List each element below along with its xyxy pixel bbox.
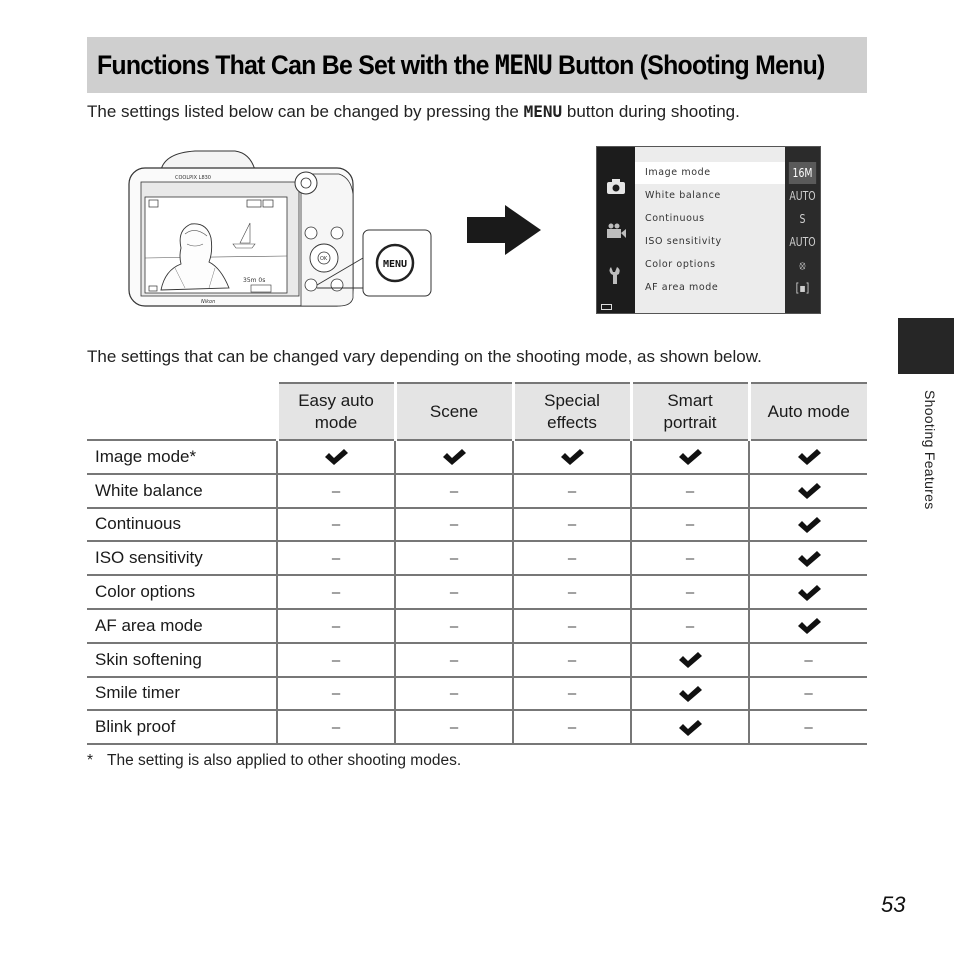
dash-mark: – [567,617,577,635]
column-header-line: Scene [429,401,479,421]
table-row [87,710,867,744]
menu-item[interactable]: Color options [645,259,716,270]
wrench-icon [604,265,628,285]
menu-item-value: [▪] [795,281,810,295]
table-cell [395,575,513,609]
table-cell [631,440,749,474]
table-cell [395,710,513,744]
table-cell [395,643,513,677]
page-title [97,50,825,81]
table-cell [395,440,513,474]
check-icon [677,719,703,737]
table-cell [631,474,749,508]
settings-by-mode-table [87,382,867,745]
table-row [87,609,867,643]
column-header-line: Special [544,390,600,410]
camera-brand-label: Nikon [201,299,216,305]
dash-mark: – [331,651,341,669]
camera-shots-remaining: 35m 0s [243,277,266,284]
dash-mark: – [449,617,459,635]
table-cell [395,677,513,711]
camera-ok-label: OK [320,256,328,262]
intro-menu-word: MENU [523,102,563,121]
dash-mark: – [449,516,459,534]
table-cell [277,508,395,542]
check-icon [796,550,822,568]
dash-mark: – [449,584,459,602]
dash-mark: – [331,584,341,602]
table-row [87,541,867,575]
menu-item-value: S [799,212,806,226]
dash-mark: – [567,719,577,737]
table-cell [395,541,513,575]
table-column-header [631,383,749,440]
table-cell [631,609,749,643]
menu-item[interactable]: ISO sensitivity [645,236,722,247]
table-header-row [87,383,867,440]
column-header-line: Smart [667,390,713,410]
table-cell [749,474,867,508]
title-bar [87,37,867,93]
table-cell [631,508,749,542]
dash-mark: – [331,685,341,703]
dash-mark: – [449,482,459,500]
table-cell [277,474,395,508]
dash-mark: – [685,516,695,534]
dash-mark: – [331,550,341,568]
table-cell [513,575,631,609]
table-cell [631,710,749,744]
table-cell [749,575,867,609]
row-label: Color options [87,575,277,609]
table-cell [749,677,867,711]
table-cell [749,609,867,643]
column-header-line: Auto mode [767,401,850,421]
menu-item[interactable]: White balance [645,190,721,201]
dash-mark: – [567,482,577,500]
camera-icon [604,177,628,197]
dash-mark: – [331,617,341,635]
row-label: Smile timer [87,677,277,711]
menu-mode-column [597,147,635,313]
menu-item-value: 16M [789,162,816,184]
table-cell [277,575,395,609]
dash-mark: – [567,651,577,669]
check-icon [796,482,822,500]
column-header-line: Easy auto [298,390,374,410]
dash-mark: – [685,617,695,635]
table-cell [277,677,395,711]
table-header-blank [87,383,277,440]
table-cell [277,710,395,744]
table-row [87,677,867,711]
table-cell [513,643,631,677]
table-cell [749,710,867,744]
check-icon [796,617,822,635]
footnote [87,752,461,770]
menu-item-value: AUTO [789,189,816,203]
check-icon [677,685,703,703]
dash-mark: – [685,550,695,568]
table-cell [749,440,867,474]
row-label: ISO sensitivity [87,541,277,575]
title-text-after: Button (Shooting Menu) [551,49,825,80]
arrow-icon [467,205,543,255]
table-cell [631,575,749,609]
page-number: 53 [881,892,906,917]
menu-item[interactable]: Continuous [645,213,705,224]
dash-mark: – [331,719,341,737]
table-row [87,508,867,542]
camera-model-label: COOLPIX L830 [175,175,211,181]
table-cell [631,677,749,711]
camera-body-drawing [125,148,435,310]
table-cell [277,609,395,643]
table-cell [277,440,395,474]
table-cell [513,508,631,542]
dash-mark: – [567,685,577,703]
table-cell [277,643,395,677]
chapter-tab [898,318,954,374]
row-label: AF area mode [87,609,277,643]
dash-mark: – [804,685,813,703]
table-cell [749,508,867,542]
check-icon [323,448,349,466]
check-icon [796,516,822,534]
dash-mark: – [449,685,459,703]
row-label: Continuous [87,508,277,542]
movie-icon [604,222,628,242]
camera-menu-button-label: MENU [382,259,408,270]
table-cell [513,710,631,744]
dash-mark: – [804,651,813,669]
camera-illustration [125,148,435,310]
check-icon [677,448,703,466]
dash-mark: – [449,719,459,737]
check-icon [559,448,585,466]
row-label: Blink proof [87,710,277,744]
check-icon [677,651,703,669]
table-cell [277,541,395,575]
table-cell [631,541,749,575]
row-label: Image mode* [87,440,277,474]
dash-mark: – [567,516,577,534]
dash-mark: – [567,550,577,568]
table-row [87,474,867,508]
table-cell [513,440,631,474]
chapter-label: Shooting Features [922,390,938,510]
table-column-header [513,383,631,440]
dash-mark: – [685,584,695,602]
footnote-marker: * [87,752,94,769]
shooting-menu-screen [596,146,821,314]
modes-paragraph: The settings that can be changed vary depending on the shooting mode, as shown below. [87,347,762,366]
title-text-before: Functions That Can Be Set with the [97,49,495,80]
table-cell [513,677,631,711]
table-cell [395,508,513,542]
table-cell [749,643,867,677]
check-icon [441,448,467,466]
check-icon [796,448,822,466]
table-column-header [277,383,395,440]
column-header-line: effects [547,412,597,432]
table-column-header [749,383,867,440]
table-cell [749,541,867,575]
check-icon [796,584,822,602]
menu-item[interactable]: Image mode [635,162,785,184]
column-header-line: portrait [663,412,717,432]
column-header-line: mode [314,412,358,432]
table-row [87,643,867,677]
table-cell [513,541,631,575]
table-cell [513,609,631,643]
menu-item-value: AUTO [789,235,816,249]
table-row [87,575,867,609]
menu-item[interactable]: AF area mode [645,282,719,293]
intro-paragraph [87,102,740,122]
intro-text-before: The settings listed below can be changed by pressing the [87,102,524,121]
dash-mark: – [567,584,577,602]
table-cell [513,474,631,508]
table-cell [631,643,749,677]
table-row [87,440,867,474]
table-cell [395,474,513,508]
menu-item-value: ⦻ [799,258,806,272]
dash-mark: – [331,516,341,534]
intro-text-after: button during shooting. [562,102,740,121]
dash-mark: – [449,651,459,669]
dash-mark: – [331,482,341,500]
dash-mark: – [804,719,813,737]
table-column-header [395,383,513,440]
table-cell [395,609,513,643]
row-label: White balance [87,474,277,508]
footnote-text: The setting is also applied to other shooting modes. [107,752,462,769]
dash-mark: – [449,550,459,568]
row-label: Skin softening [87,643,277,677]
battery-icon [601,304,612,310]
title-menu-word: MENU [494,49,552,81]
dash-mark: – [685,482,695,500]
